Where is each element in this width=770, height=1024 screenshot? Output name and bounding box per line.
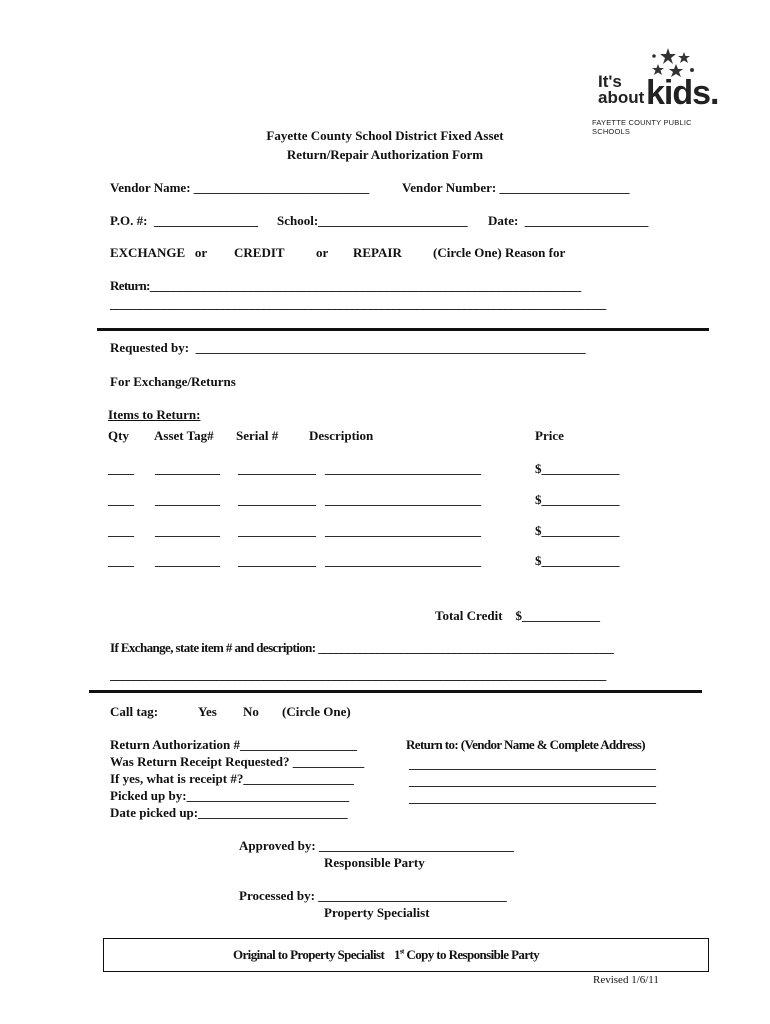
return-address-line[interactable]: ______________________________________ (409, 773, 656, 788)
col-price: Price (535, 428, 564, 443)
picked-up-by-field[interactable]: Picked up by:_________________________ (110, 788, 350, 803)
item-description[interactable]: ________________________ (325, 523, 481, 538)
item-serial[interactable]: ____________ (238, 523, 316, 538)
receipt-requested-field[interactable]: Was Return Receipt Requested? ___________ (110, 754, 365, 769)
approved-by-field[interactable]: Approved by: ______________________________ (239, 838, 514, 853)
col-serial: Serial # (236, 428, 279, 443)
item-description[interactable]: ________________________ (325, 553, 481, 568)
items-heading: Items to Return: (108, 407, 201, 422)
date-field[interactable]: Date: ___________________ (488, 213, 649, 228)
return-reason-line2[interactable]: ____________________________________________________________________________________ (110, 296, 606, 311)
item-qty[interactable]: ____ (108, 523, 134, 538)
date-picked-up-field[interactable]: Date picked up:_______________________ (110, 805, 348, 820)
po-number-field[interactable]: P.O. #: ________________ (110, 213, 258, 228)
exchange-description-line2[interactable]: ____________________________________________________________________________________ (110, 667, 606, 682)
return-address-line[interactable]: ______________________________________ (409, 790, 656, 805)
call-tag-yes[interactable]: Yes (198, 704, 217, 719)
repair-option[interactable]: REPAIR (353, 245, 402, 260)
distribution-original: Original to Property Specialist (233, 947, 385, 962)
processed-by-field[interactable]: Processed by: _____________________________ (239, 888, 507, 903)
item-asset-tag[interactable]: __________ (155, 523, 220, 538)
or-text: or (316, 245, 329, 260)
total-credit-field[interactable]: Total Credit $____________ (435, 608, 601, 623)
school-field[interactable]: School:_______________________ (277, 213, 468, 228)
item-qty[interactable]: ____ (108, 461, 134, 476)
for-exchange-heading: For Exchange/Returns (110, 374, 236, 389)
item-price[interactable]: $____________ (535, 492, 620, 507)
return-authorization-field[interactable]: Return Authorization #__________________ (110, 737, 357, 752)
item-qty[interactable]: ____ (108, 553, 134, 568)
distribution-box (103, 938, 709, 972)
vendor-number-field[interactable]: Vendor Number: ____________________ (402, 180, 630, 195)
form-title-line2: Return/Repair Authorization Form (286, 147, 484, 162)
return-reason-field[interactable]: Return:_________________________________________________________________________ (110, 278, 581, 293)
responsible-party-label: Responsible Party (324, 855, 425, 870)
col-qty: Qty (108, 428, 129, 443)
section-divider-2 (89, 690, 702, 693)
col-asset-tag: Asset Tag# (154, 428, 214, 443)
item-description[interactable]: ________________________ (325, 492, 481, 507)
exchange-option[interactable]: EXCHANGE or (110, 245, 208, 260)
logo (588, 46, 728, 136)
return-to-heading: Return to: (Vendor Name & Complete Address) (406, 737, 645, 752)
logo-kids-text: kids. (646, 74, 719, 112)
item-serial[interactable]: ____________ (238, 492, 316, 507)
receipt-number-field[interactable]: If yes, what is receipt #?_________________ (110, 771, 354, 786)
reason-label: (Circle One) Reason for (433, 245, 566, 260)
call-tag-no[interactable]: No (243, 704, 259, 719)
form-title-line1: Fayette County School District Fixed Asset (266, 128, 504, 143)
revision-date: Revised 1/6/11 (593, 974, 659, 986)
item-price[interactable]: $____________ (535, 523, 620, 538)
item-asset-tag[interactable]: __________ (155, 553, 220, 568)
logo-its-text: It's about (598, 72, 645, 107)
property-specialist-label: Property Specialist (324, 905, 430, 920)
item-serial[interactable]: ____________ (238, 553, 316, 568)
item-asset-tag[interactable]: __________ (155, 492, 220, 507)
requested-by-field[interactable]: Requested by: ____________________________________________________________ (110, 340, 586, 355)
call-tag-circle-note: (Circle One) (282, 704, 351, 719)
item-price[interactable]: $____________ (535, 461, 620, 476)
exchange-description-field[interactable]: If Exchange, state item # and description: __________________________________________________ (110, 640, 614, 655)
logo-subtitle: FAYETTE COUNTY PUBLIC SCHOOLS (592, 118, 692, 136)
item-qty[interactable]: ____ (108, 492, 134, 507)
distribution-copy: 1st Copy to Responsible Party (394, 947, 540, 962)
item-serial[interactable]: ____________ (238, 461, 316, 476)
item-price[interactable]: $____________ (535, 553, 620, 568)
item-description[interactable]: ________________________ (325, 461, 481, 476)
return-address-line[interactable]: ______________________________________ (409, 756, 656, 771)
item-asset-tag[interactable]: __________ (155, 461, 220, 476)
call-tag-label: Call tag: (110, 704, 159, 719)
section-divider (97, 328, 709, 331)
col-description: Description (309, 428, 374, 443)
vendor-name-field[interactable]: Vendor Name: ___________________________ (110, 180, 370, 195)
credit-option[interactable]: CREDIT (234, 245, 285, 260)
